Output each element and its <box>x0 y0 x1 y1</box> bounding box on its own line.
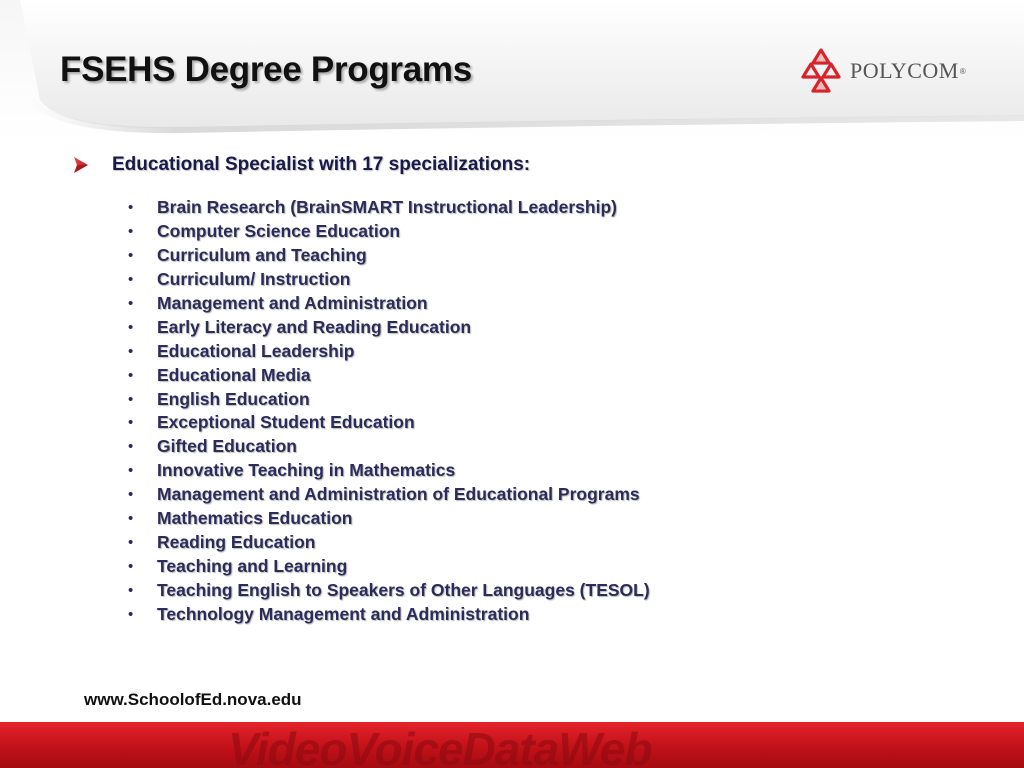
list-item <box>128 554 972 578</box>
list-item <box>128 411 972 435</box>
specialization-label: Technology Management and Administration <box>157 603 530 624</box>
polycom-logo <box>798 48 998 94</box>
list-item <box>128 507 972 531</box>
bullet-dot: • <box>128 510 134 528</box>
section-heading-row <box>72 150 972 180</box>
specialization-label: Innovative Teaching in Mathematics <box>157 460 456 481</box>
bullet-dot: • <box>128 605 134 623</box>
specialization-label: Brain Research (BrainSMART Instructional Leadership) <box>157 197 617 218</box>
specialization-label: Management and Administration of Educational Programs <box>157 484 640 505</box>
specialization-label: Gifted Education <box>157 436 297 457</box>
bullet-dot: • <box>128 438 134 456</box>
list-item <box>128 387 972 411</box>
list-item <box>128 315 972 339</box>
specialization-label: Computer Science Education <box>157 221 401 242</box>
page-title: FSEHS Degree Programs <box>60 50 472 89</box>
specialization-label: Curriculum/ Instruction <box>157 269 351 290</box>
list-item <box>128 268 972 292</box>
list-item <box>128 602 972 626</box>
bullet-dot: • <box>128 462 134 480</box>
specialization-label: Mathematics Education <box>157 508 353 529</box>
bullet-dot: • <box>128 223 134 241</box>
bullet-dot: • <box>128 295 134 312</box>
specialization-label: Early Literacy and Reading Education <box>157 316 472 337</box>
section-heading: Educational Specialist with 17 specializations: <box>112 154 531 175</box>
bullet-dot: • <box>128 533 134 551</box>
bullet-dot: • <box>128 199 134 217</box>
bullet-dot: • <box>128 414 134 432</box>
list-item <box>128 578 972 602</box>
specialization-label: Educational Media <box>157 364 311 385</box>
list-item <box>128 292 972 316</box>
bullet-dot: • <box>128 390 134 408</box>
list-item <box>128 339 972 363</box>
bullet-dot: • <box>128 271 134 289</box>
specialization-label: Teaching and Learning <box>157 555 348 576</box>
bullet-dot: • <box>128 247 134 265</box>
list-item <box>128 220 972 244</box>
red-arrow-bullet-icon <box>72 155 90 175</box>
list-item <box>128 530 972 554</box>
bullet-dot: • <box>128 366 134 384</box>
footer-bar <box>0 722 1024 768</box>
specialization-label: Curriculum and Teaching <box>157 245 367 266</box>
list-item <box>128 196 972 220</box>
bullet-dot: • <box>128 557 134 575</box>
main-content <box>72 150 972 626</box>
list-item <box>128 483 972 507</box>
footer-url: www.SchoolofEd.nova.edu <box>84 690 302 709</box>
bullet-dot: • <box>128 342 134 360</box>
list-item <box>128 459 972 483</box>
bullet-dot: • <box>128 581 134 599</box>
footer-watermark: VideoVoiceDataWeb <box>228 723 652 768</box>
specialization-list <box>72 196 972 626</box>
list-item <box>128 363 972 387</box>
specialization-label: Exceptional Student Education <box>157 412 415 433</box>
specialization-label: Educational Leadership <box>157 340 355 361</box>
list-item <box>128 244 972 268</box>
specialization-label: Management and Administration <box>157 293 428 313</box>
bullet-dot: • <box>128 486 134 504</box>
logo-wordmark: POLYCOM <box>850 58 959 83</box>
specialization-label: English Education <box>157 388 310 409</box>
bullet-dot: • <box>128 318 134 336</box>
list-item <box>128 435 972 459</box>
specialization-label: Reading Education <box>157 531 316 552</box>
polycom-triangles-icon <box>798 48 844 94</box>
specialization-label: Teaching English to Speakers of Other Languages (TESOL) <box>157 579 650 600</box>
registered-mark: ® <box>959 66 966 76</box>
